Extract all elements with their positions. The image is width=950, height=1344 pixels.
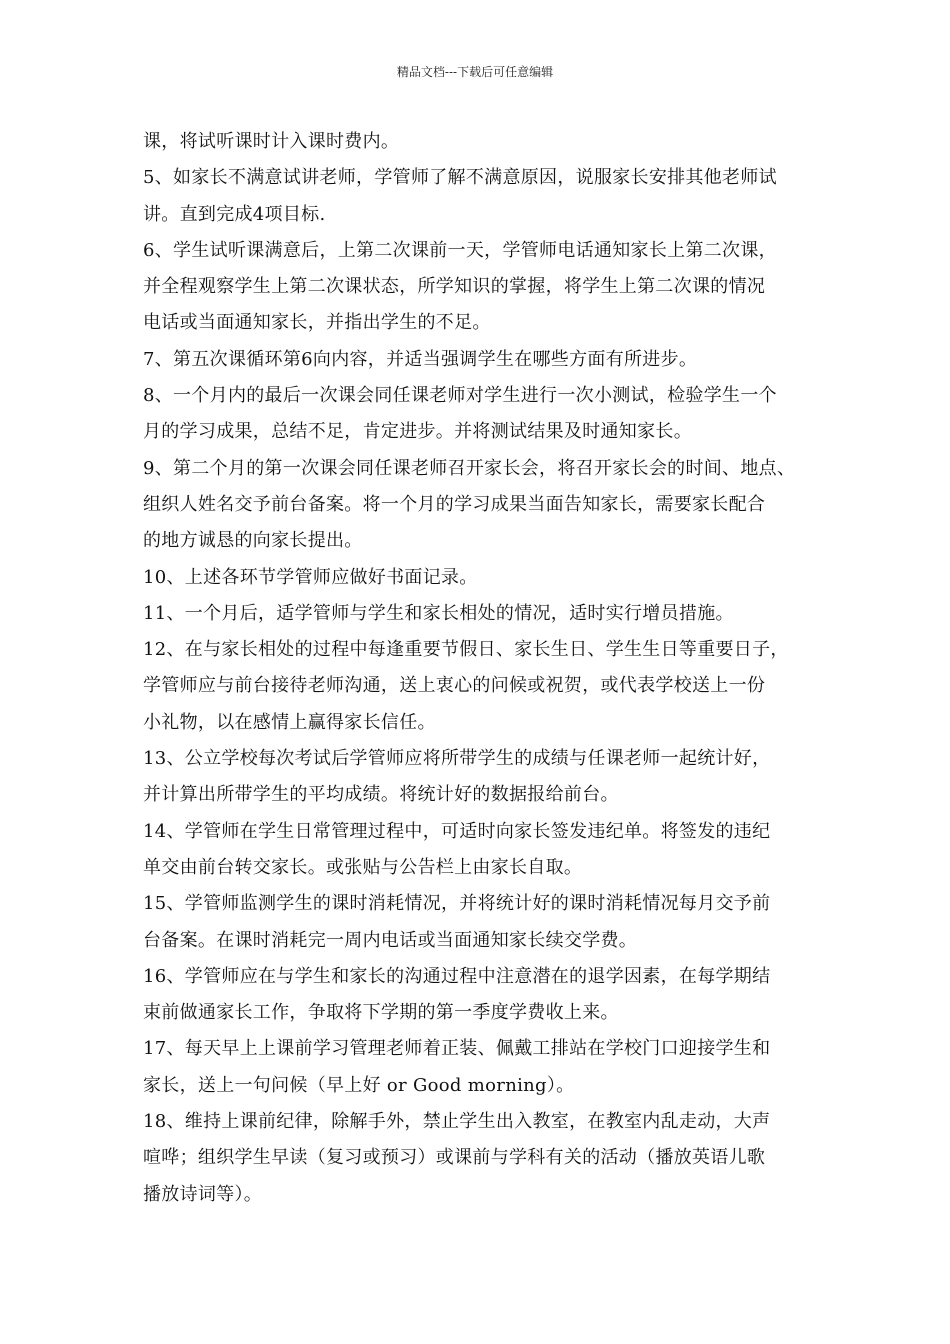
document-body <box>143 124 823 1213</box>
text-line: 15、学管师监测学生的课时消耗情况，并将统计好的课时消耗情况每月交予前 <box>143 893 771 915</box>
text-line: 喧哗；组织学生早读（复习或预习）或课前与学科有关的活动（播放英语儿歌 <box>143 1147 766 1169</box>
text-line: 9、第二个月的第一次课会同任课老师召开家长会，将召开家长会的时间、地点、 <box>143 457 796 479</box>
text-line: 单交由前台转交家长。或张贴与公告栏上由家长自取。 <box>143 856 583 878</box>
text-line: 14、学管师在学生日常管理过程中，可适时向家长签发违纪单。将签发的违纪 <box>143 820 771 842</box>
text-line: 学管师应与前台接待老师沟通，送上衷心的问候或祝贺，或代表学校送上一份 <box>143 675 766 697</box>
text-line: 家长，送上一句问候（早上好 or Good morning）。 <box>143 1074 575 1096</box>
text-line: 播放诗词等）。 <box>143 1183 263 1205</box>
text-line: 的地方诚恳的向家长提出。 <box>143 530 363 552</box>
text-line: 电话或当面通知家长，并指出学生的不足。 <box>143 312 491 334</box>
text-line: 8、一个月内的最后一次课会同任课老师对学生进行一次小测试，检验学生一个 <box>143 385 777 407</box>
text-line: 18、维持上课前纪律，除解手外，禁止学生出入教室，在教室内乱走动，大声 <box>143 1111 771 1133</box>
text-line: 小礼物，以在感情上赢得家长信任。 <box>143 711 436 733</box>
text-line: 16、学管师应在与学生和家长的沟通过程中注意潜在的退学因素，在每学期结 <box>143 965 771 987</box>
text-line: 17、每天早上上课前学习管理老师着正装、佩戴工排站在学校门口迎接学生和 <box>143 1038 771 1060</box>
text-line: 束前做通家长工作，争取将下学期的第一季度学费收上来。 <box>143 1002 619 1024</box>
text-line: 课，将试听课时计入课时费内。 <box>143 131 400 152</box>
text-line: 13、公立学校每次考试后学管师应将所带学生的成绩与任课老师一起统计好， <box>143 748 771 770</box>
text-line: 并计算出所带学生的平均成绩。将统计好的数据报给前台。 <box>143 784 619 806</box>
text-line: 6、学生试听课满意后，上第二次课前一天，学管师电话通知家长上第二次课， <box>143 239 777 261</box>
text-line: 并全程观察学生上第二次课状态，所学知识的掌握，将学生上第二次课的情况 <box>143 276 766 298</box>
page-header: 精品文档---下载后可任意编辑 <box>396 65 554 79</box>
text-line: 12、在与家长相处的过程中每逢重要节假日、家长生日、学生生日等重要日子， <box>143 639 789 661</box>
text-line: 11、一个月后，适学管师与学生和家长相处的情况，适时实行增员措施。 <box>143 602 734 624</box>
text-line: 10、上述各环节学管师应做好书面记录。 <box>143 566 478 588</box>
text-line: 5、如家长不满意试讲老师，学管师了解不满意原因，说服家长安排其他老师试 <box>143 167 777 189</box>
text-line: 7、第五次课循环第6向内容，并适当强调学生在哪些方面有所进步。 <box>143 348 698 370</box>
text-line: 组织人姓名交予前台备案。将一个月的学习成果当面告知家长，需要家长配合 <box>143 493 766 515</box>
text-line: 月的学习成果，总结不足，肯定进步。并将测试结果及时通知家长。 <box>143 421 692 443</box>
text-line: 讲。直到完成4项目标. <box>143 203 326 225</box>
text-line: 台备案。在课时消耗完一周内电话或当面通知家长续交学费。 <box>143 929 638 951</box>
